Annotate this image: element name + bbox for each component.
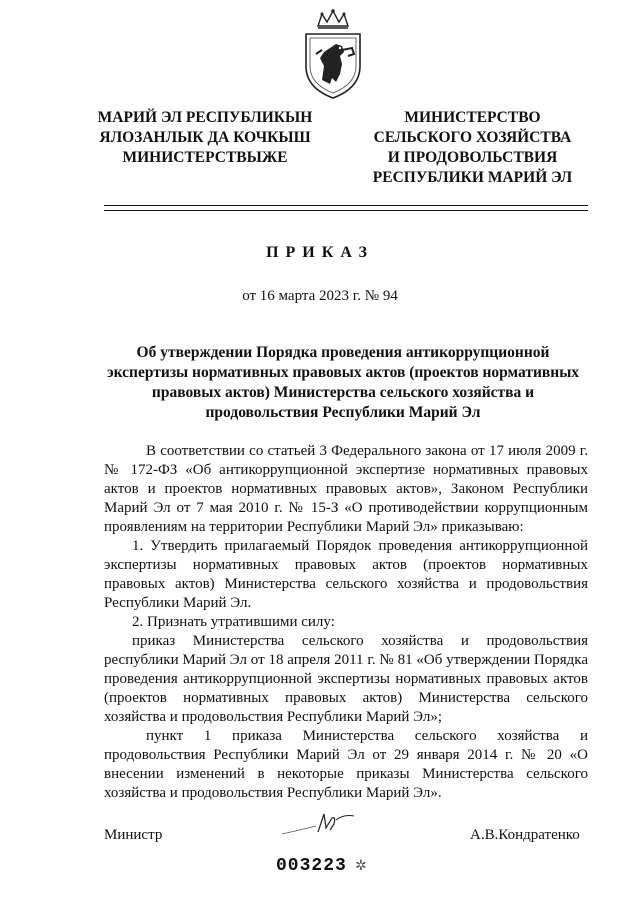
header-left-line-2: ЯЛОЗАНЛЫК ДА КОЧКЫШ	[99, 129, 311, 146]
header-divider-thin	[104, 210, 588, 211]
body-paragraph-repealed-1: приказ Министерства сельского хозяйства и продовольствия республики Марий Эл от 18 апреля 2011 г. № 81 «Об утверждении Порядка проведения антикоррупционной экспертизы нормативных правовых актов (проектов нормативных правовых актов) Министерства сельского хозяйства и продовольствия Республики Марий Эл»;	[104, 633, 588, 725]
body-paragraph-repealed-2: пункт 1 приказа Министерства сельского хозяйства и продовольствия Республики Марий Эл от 29 января 2014 г. № 20 «О внесении изменений в некоторые приказы Министерства сельского хозяйства и продовольствия Республики Марий Эл».	[104, 728, 588, 801]
header-left-block	[90, 108, 320, 168]
document-kind: ПРИКАЗ	[266, 244, 374, 261]
header-left-line-3: МИНИСТЕРСТВЫЖЕ	[122, 149, 288, 166]
header-left-line-1: МАРИЙ ЭЛ РЕСПУБЛИКЫН	[97, 109, 313, 126]
document-date-number: от 16 марта 2023 г. № 94	[242, 288, 398, 304]
body-paragraph-item-1: 1. Утвердить прилагаемый Порядок проведения антикоррупционной экспертизы нормативных правовых актов (проектов нормативных правовых актов) Министерства сельского хозяйства и продовольствия Республики Марий Эл.	[104, 538, 588, 611]
body-paragraph-preamble: В соответствии со статьей 3 Федерального закона от 17 июля 2009 г. № 172-ФЗ «Об антикоррупционной экспертизе нормативных правовых актов и проектов нормативных правовых актов», Законом Республики Марий Эл от 7 мая 2010 г. № 15-З «О противодействии коррупционным проявлениям на территории Республики Марий Эл» приказываю:	[104, 443, 588, 535]
header-right-line-3: И ПРОДОВОЛЬСТВИЯ	[387, 149, 558, 166]
body-paragraph-item-2: 2. Признать утратившими силу:	[132, 614, 335, 630]
coat-of-arms-emblem	[296, 8, 370, 100]
registration-mark-icon: ✲	[355, 859, 367, 874]
signer-role: Министр	[104, 827, 163, 843]
header-right-line-4: РЕСПУБЛИКИ МАРИЙ ЭЛ	[372, 169, 573, 186]
document-title: Об утверждении Порядка проведения антикоррупционной экспертизы нормативных правовых актов (проектов нормативных правовых актов) Министерства сельского хозяйства и продовольствия Республики Марий Эл	[106, 344, 580, 421]
serial-number: 003223	[276, 856, 347, 876]
handwritten-signature	[280, 808, 370, 842]
header-right-line-2: СЕЛЬСКОГО ХОЗЯЙСТВА	[373, 129, 572, 146]
document-body	[104, 442, 588, 803]
header-right-line-1: МИНИСТЕРСТВО	[404, 109, 541, 126]
header-divider-thick	[104, 205, 588, 206]
signer-name: А.В.Кондратенко	[470, 827, 580, 843]
header-right-block	[360, 108, 585, 188]
